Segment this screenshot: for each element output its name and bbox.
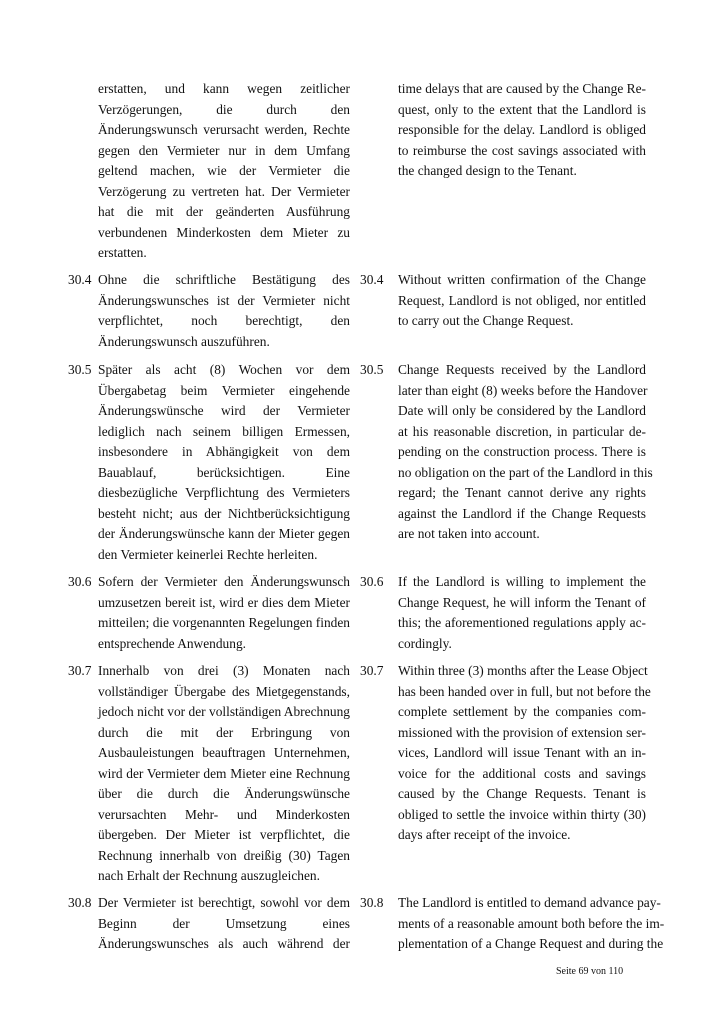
paragraph-line: umzusetzen bereit ist, wird er dies dem Mieter [98,594,350,610]
section-number: 30.5 [68,362,92,377]
paragraph-line: are not taken into account. [398,526,540,541]
paragraph-line: quest, only to the extent that the Landlord is [398,101,646,117]
paragraph-line: The Landlord is entitled to demand advance pay- [398,895,661,910]
paragraph-line: erstatten, und kann wegen zeitlicher [98,81,350,96]
paragraph-line: besteht nicht; aus der Nichtberücksichtigung [98,505,350,521]
paragraph-line: no obligation on the part of the Landlord in this [398,464,653,480]
paragraph-line: diesbezügliche Verpflichtung des Vermieters [98,485,350,500]
paragraph-line: nach Erhalt der Rechnung auszugleichen. [98,868,320,883]
paragraph-line: wird der Vermieter dem Mieter eine Rechnung [98,765,350,781]
paragraph-line: Verzögerung zu vertreten hat. Der Vermieter [98,183,350,199]
paragraph-line: Sofern der Vermieter den Änderungswunsch [98,574,350,589]
paragraph-line: plementation of a Change Request and during the [398,936,664,951]
paragraph-line: lediglich nach seinem billigen Ermessen, [98,423,350,439]
paragraph-line: to reimburse the cost savings associated with [398,142,646,158]
paragraph-line: vollständiger Übergabe des Mietgegenstands, [98,683,350,699]
paragraph-line: Within three (3) months after the Lease Object [398,663,648,678]
paragraph-line: Änderungswunsches ist der Vermieter nicht [98,292,350,308]
paragraph-line: Innerhalb von drei (3) Monaten nach [98,663,350,678]
paragraph-line: Beginn der Umsetzung eines [98,915,350,931]
section-number: 30.8 [68,895,92,910]
paragraph-line: complete settlement by the companies com- [398,704,646,719]
paragraph-line: Change Requests received by the Landlord [398,362,646,377]
paragraph-line: mitteilen; die vorgenannten Regelungen finden [98,615,350,630]
paragraph-line: erstatten. [98,245,147,260]
paragraph-line: Request, Landlord is not obliged, nor entitled [398,292,646,308]
paragraph-line: Übergabetag beim Vermieter eingehende [98,382,350,398]
paragraph-line: this; the aforementioned regulations apply ac- [398,615,646,630]
paragraph-line: Change Request, he will inform the Tenant of [398,594,646,610]
paragraph-line: verbundenen Minderkosten dem Mieter zu [98,224,350,240]
paragraph-line: time delays that are caused by the Change Re- [398,81,646,96]
paragraph-line: Ohne die schriftliche Bestätigung des [98,272,350,287]
section-number: 30.7 [360,663,384,678]
paragraph-line: Änderungswunsches als auch während der [98,936,350,951]
page-footer-label: Seite 69 von 110 [556,966,624,977]
paragraph-line: gegen den Vermieter nur in dem Umfang [98,142,350,158]
paragraph-line: missioned with the provision of extension ser- [398,724,646,740]
section-number: 30.6 [360,574,384,589]
paragraph-line: obliged to settle the invoice within thirty (30) [398,806,646,822]
paragraph-line: verpflichtet, noch berechtigt, den [98,313,350,328]
paragraph-line: against the Landlord if the Change Requests [398,505,646,521]
section-number: 30.5 [360,362,384,377]
paragraph-line: at his reasonable discretion, in particular de- [398,423,646,439]
paragraph-line: über die durch die Änderungswünsche [98,786,350,801]
paragraph-line: If the Landlord is willing to implement the [398,574,646,589]
paragraph-line: regard; the Tenant cannot derive any rights [398,485,646,500]
paragraph-line: vices, Landlord will issue Tenant with an in- [398,745,646,760]
paragraph-line: Später als acht (8) Wochen vor dem [98,362,350,377]
paragraph-line: jedoch nicht vor der vollständigen Abrechnung [98,704,350,719]
paragraph-line: cordingly. [398,635,452,651]
paragraph-line: voice for the additional costs and savings [398,765,646,781]
section-number: 30.4 [360,272,384,287]
paragraph-line: der Änderungswünsche kann der Mieter gegen [98,526,350,541]
paragraph-line: days after receipt of the invoice. [398,827,571,842]
paragraph-line: hat die mit der geänderten Ausführung [98,204,350,219]
section-number: 30.7 [68,663,92,678]
paragraph-line: Ausbauleistungen beauftragen Unternehmen, [98,745,350,760]
paragraph-line: entsprechende Anwendung. [98,635,246,651]
paragraph-line: den Vermieter keinerlei Rechte herleiten. [98,546,318,562]
paragraph-line: pending on the construction process. There is [398,444,646,459]
paragraph-line: Änderungswünsche wird der Vermieter [98,403,350,418]
section-number: 30.4 [68,272,92,287]
section-number: 30.8 [360,895,384,910]
paragraph-line: insbesondere in Abhängigkeit von dem [98,444,350,459]
paragraph-line: durch die mit der Erbringung von [98,724,350,740]
paragraph-line: later than eight (8) weeks before the Handover [398,382,648,398]
paragraph-line: Verzögerungen, die durch den [98,101,350,117]
paragraph-line: Änderungswunsch verursacht werden, Rechte [98,122,350,137]
section-number: 30.6 [68,574,92,589]
paragraph-line: Änderungswunsch auszuführen. [98,333,270,349]
paragraph-line: the changed design to the Tenant. [398,163,577,178]
paragraph-line: Der Vermieter ist berechtigt, sowohl vor dem [98,895,350,910]
paragraph-line: Without written confirmation of the Change [398,272,646,287]
paragraph-line: verursachten Mehr- und Minderkosten [98,806,350,822]
paragraph-line: übergeben. Der Mieter ist verpflichtet, die [98,827,350,842]
paragraph-line: Rechnung innerhalb von dreißig (30) Tagen [98,847,350,863]
paragraph-line: responsible for the delay. Landlord is obliged [398,122,646,137]
paragraph-line: ments of a reasonable amount both before the im- [398,915,665,931]
paragraph-line: caused by the Change Requests. Tenant is [398,786,646,801]
paragraph-line: geltend machen, wie der Vermieter die [98,163,350,178]
paragraph-line: Date will only be considered by the Landlord [398,403,646,418]
paragraph-line: has been handed over in full, but not before the [398,683,651,699]
paragraph-line: to carry out the Change Request. [398,313,574,328]
paragraph-line: Bauablauf, berücksichtigen. Eine [98,464,350,480]
